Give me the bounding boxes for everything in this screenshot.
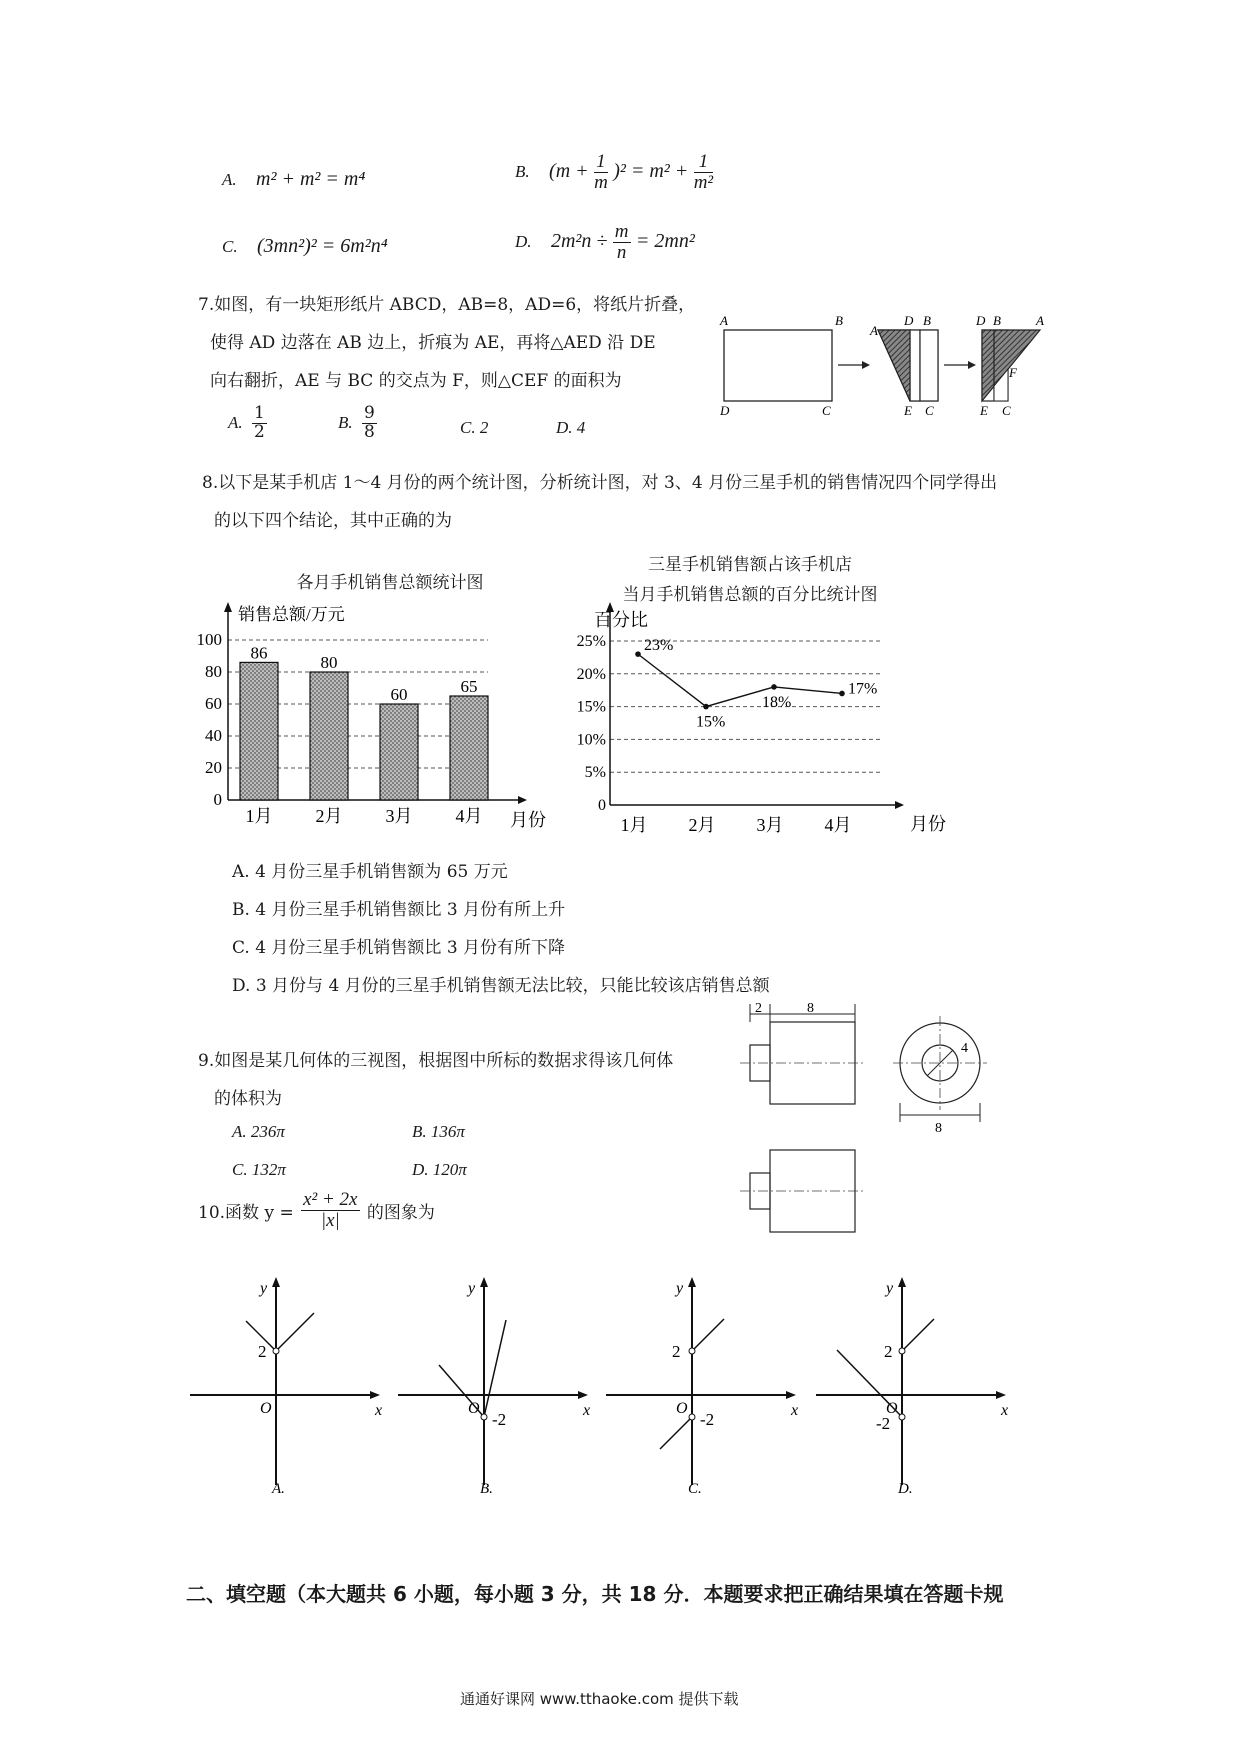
y-axis-label: y (468, 1280, 476, 1297)
y-tick-label: 80 (205, 662, 222, 681)
graph-branch (902, 1319, 934, 1351)
line-chart (570, 600, 960, 845)
graph-option-label: A. (272, 1481, 285, 1495)
remaining-strip-2 (920, 330, 938, 401)
option-expression: (3mn²)² = 6m²n⁴ (257, 235, 388, 257)
x-axis-arrow-icon (895, 801, 904, 809)
dimension-4: 4 (961, 1041, 968, 1056)
q10-stem (198, 1190, 435, 1231)
label-a: A (870, 323, 878, 338)
label-b: B (993, 313, 1001, 328)
label-d: D (976, 313, 986, 328)
fraction (613, 222, 631, 263)
label-e: E (980, 403, 988, 415)
open-point (481, 1414, 487, 1420)
option-expression-part: 2m²n ÷ (550, 229, 608, 252)
graph-branch (439, 1365, 484, 1417)
label-c: C (822, 403, 831, 415)
point-data-label: 18% (762, 693, 792, 711)
q6-option-b (515, 152, 713, 193)
bar (310, 672, 348, 800)
graph-branch (484, 1320, 506, 1417)
arrow-head-icon (862, 361, 870, 369)
q7-option-b (338, 405, 377, 442)
y-axis-arrow-icon (688, 1277, 696, 1287)
y-tick-label: 100 (196, 630, 222, 649)
section-2-heading: 二、填空题（本大题共 6 小题，每小题 3 分，共 18 分．本题要求把正确结果填在答题卡规 (186, 1582, 1004, 1606)
arrow-head-icon (968, 361, 976, 369)
q8-line-1: 8.以下是某手机店 1～4 月份的两个统计图，分析统计图，对 3、4 月份三星手机的销售情况四个同学得出 (202, 473, 998, 493)
y-tick-label: 10% (576, 731, 606, 749)
y-axis-label: y (886, 1280, 894, 1297)
graph-option-label: C. (688, 1481, 702, 1495)
q9-line-1: 9.如图是某几何体的三视图，根据图中所标的数据求得该几何体 (198, 1051, 674, 1071)
bar-data-label: 80 (320, 653, 338, 672)
bar-chart-title: 各月手机销售总额统计图 (296, 573, 484, 593)
q9-option-a: A. 236π (232, 1122, 285, 1141)
x-axis-arrow-icon (370, 1391, 380, 1399)
q7-figure (710, 305, 1060, 415)
label-d: D (720, 403, 730, 415)
option-expression: m² + m² = m⁴ (256, 168, 366, 190)
graph-option-label: B. (480, 1481, 493, 1495)
value-label: -2 (700, 1410, 715, 1429)
y-axis-arrow-icon (480, 1277, 488, 1287)
bar-data-label: 86 (250, 643, 268, 663)
denominator: n (616, 241, 627, 263)
value-label: -2 (492, 1410, 507, 1429)
fraction (301, 1190, 359, 1231)
label-b: B (923, 313, 931, 328)
y-tick-label: 15% (576, 698, 606, 716)
q10-suffix: 的图象为 (366, 1202, 435, 1223)
denominator: 2 (254, 421, 265, 442)
numerator: 1 (694, 152, 713, 173)
y-tick-label: 5% (584, 764, 606, 782)
rectangle-abcd (724, 330, 832, 401)
label-a: A (1036, 313, 1044, 328)
fraction (694, 152, 713, 193)
x-tick-label: 1月 (620, 815, 648, 835)
q7-line-1: 7.如图，有一块矩形纸片 ABCD，AB=8，AD=6，将纸片折叠， (198, 295, 696, 315)
numerator: m (614, 221, 629, 242)
point-data-label: 15% (696, 713, 726, 731)
open-point (899, 1414, 905, 1420)
x-tick-label: 3月 (756, 815, 784, 835)
value-label: 2 (258, 1342, 267, 1361)
open-point (689, 1414, 695, 1420)
x-tick-label: 4月 (824, 815, 852, 835)
origin-label: O (260, 1400, 272, 1417)
y-tick-label: 20% (576, 665, 606, 683)
x-axis-label: 月份 (510, 810, 546, 830)
line-chart-title-line-1: 三星手机销售额占该手机店 (648, 555, 852, 575)
graph-branch (692, 1319, 724, 1351)
remaining-strip (910, 330, 920, 401)
numerator: x² + 2x (303, 1189, 358, 1210)
x-axis-label: x (583, 1402, 591, 1419)
value-label: 2 (884, 1342, 893, 1361)
option-letter: D. (515, 231, 532, 251)
x-axis-arrow-icon (518, 796, 527, 804)
q7-line-3: 向右翻折，AE 与 BC 的交点为 F，则△CEF 的面积为 (210, 371, 622, 391)
y-tick-label: 20 (205, 758, 222, 777)
option-letter: B. (515, 161, 530, 181)
denominator: 8 (364, 421, 375, 442)
numerator: 9 (364, 403, 375, 423)
q9-three-view-figure (735, 1000, 1050, 1240)
point-data-label: 17% (848, 680, 878, 698)
x-axis-label: x (791, 1402, 799, 1419)
q10-graphs (190, 1275, 1020, 1495)
denominator: m (594, 171, 608, 193)
q8-option-d: D. 3 月份与 4 月份的三星手机销售额无法比较，只能比较该店销售总额 (232, 976, 770, 996)
y-tick-label: 25% (576, 633, 606, 650)
y-tick-label: 40 (205, 726, 222, 745)
open-point (899, 1348, 905, 1354)
label-c: C (925, 403, 934, 415)
data-point (703, 704, 709, 710)
fraction (594, 152, 608, 193)
label-e: E (904, 403, 912, 415)
fraction (252, 405, 267, 442)
y-axis-arrow-icon (898, 1277, 906, 1287)
data-point (839, 691, 845, 697)
dimension-8: 8 (935, 1121, 942, 1136)
open-point (273, 1348, 279, 1354)
y-axis-label: y (676, 1280, 684, 1297)
line-chart-title-line-2: 当月手机销售总额的百分比统计图 (622, 585, 878, 605)
q6-option-a (222, 168, 365, 191)
x-axis-arrow-icon (996, 1391, 1006, 1399)
graph-a (190, 1277, 382, 1495)
y-axis-label: 销售总额/万元 (238, 605, 345, 624)
q8-line-2: 的以下四个结论，其中正确的为 (214, 511, 452, 531)
x-tick-label: 2月 (315, 806, 343, 826)
q7-option-d: D. 4 (556, 418, 586, 437)
x-axis-label: x (375, 1402, 383, 1419)
label-d: D (904, 313, 914, 328)
fraction (362, 405, 377, 442)
x-axis-arrow-icon (786, 1391, 796, 1399)
x-axis-arrow-icon (578, 1391, 588, 1399)
y-axis-label: y (260, 1280, 268, 1297)
graph-option-label: D. (898, 1481, 913, 1495)
origin-label: O (468, 1400, 480, 1417)
q9-line-2: 的体积为 (214, 1089, 282, 1109)
x-tick-label: 4月 (455, 806, 483, 826)
option-letter: A. (228, 412, 243, 432)
x-tick-label: 1月 (245, 806, 273, 826)
option-letter: B. (338, 412, 353, 432)
graph-c (606, 1277, 798, 1495)
folded-triangle-top (878, 330, 910, 401)
graph-d (816, 1277, 1008, 1495)
denominator: m² (693, 171, 714, 193)
label-f: F (1009, 365, 1017, 380)
q8-option-c: C. 4 月份三星手机销售额比 3 月份有所下降 (232, 938, 566, 958)
numerator: 1 (254, 403, 265, 423)
numerator: 1 (594, 152, 608, 173)
option-expression-part: (m + (549, 159, 589, 182)
bar-chart (190, 600, 560, 845)
y-tick-label: 60 (205, 694, 222, 713)
q7-option-a (228, 405, 267, 442)
value-label: 2 (672, 1342, 681, 1361)
x-tick-label: 2月 (688, 815, 716, 835)
x-axis-label: x (1001, 1402, 1009, 1419)
q9-option-c: C. 132π (232, 1160, 286, 1179)
label-a: A (720, 313, 728, 328)
option-expression-part: = 2mn² (635, 229, 695, 252)
label-b: B (835, 313, 843, 328)
page-footer: 通通好课网 www.tthaoke.com 提供下载 (460, 1690, 739, 1708)
y-axis-arrow-icon (224, 602, 232, 612)
graph-branch (660, 1417, 692, 1449)
data-point (771, 684, 777, 690)
q10-prefix: 10.函数 y = (198, 1202, 294, 1223)
bar-data-label: 60 (390, 685, 408, 704)
graph-b (398, 1277, 590, 1495)
graph-branch (276, 1313, 314, 1351)
bar (380, 704, 418, 800)
option-letter: A. (222, 170, 237, 189)
denominator: |x| (320, 1209, 340, 1231)
x-tick-label: 3月 (385, 806, 413, 826)
q7-option-c: C. 2 (460, 418, 489, 437)
bar (450, 696, 488, 800)
y-tick-label: 0 (598, 797, 606, 814)
bar (240, 662, 278, 800)
q9-option-b: B. 136π (412, 1122, 465, 1141)
q8-option-a: A. 4 月份三星手机销售额为 65 万元 (232, 862, 508, 882)
data-point (635, 651, 641, 657)
label-c: C (1002, 403, 1011, 415)
q6-option-c (222, 235, 388, 258)
q8-option-b: B. 4 月份三星手机销售额比 3 月份有所上升 (232, 900, 566, 920)
value-label: -2 (876, 1414, 891, 1433)
series-line (638, 654, 842, 706)
x-axis-label: 月份 (910, 814, 946, 834)
origin-label: O (886, 1400, 898, 1417)
open-point (689, 1348, 695, 1354)
origin-label: O (676, 1400, 688, 1417)
point-data-label: 23% (644, 637, 674, 655)
option-letter: C. (222, 237, 238, 256)
y-axis-arrow-icon (272, 1277, 280, 1287)
option-expression-part: )² = m² + (613, 159, 689, 182)
y-axis-label: 百分比 (594, 610, 648, 630)
q6-option-d (515, 222, 695, 263)
bar-data-label: 65 (460, 677, 478, 696)
q7-line-2: 使得 AD 边落在 AB 边上，折痕为 AE，再将△AED 沿 DE (210, 333, 656, 353)
y-tick-label: 0 (213, 790, 222, 809)
dimension-8: 8 (807, 1001, 814, 1016)
dimension-2: 2 (755, 1001, 762, 1016)
q9-option-d: D. 120π (412, 1160, 467, 1179)
